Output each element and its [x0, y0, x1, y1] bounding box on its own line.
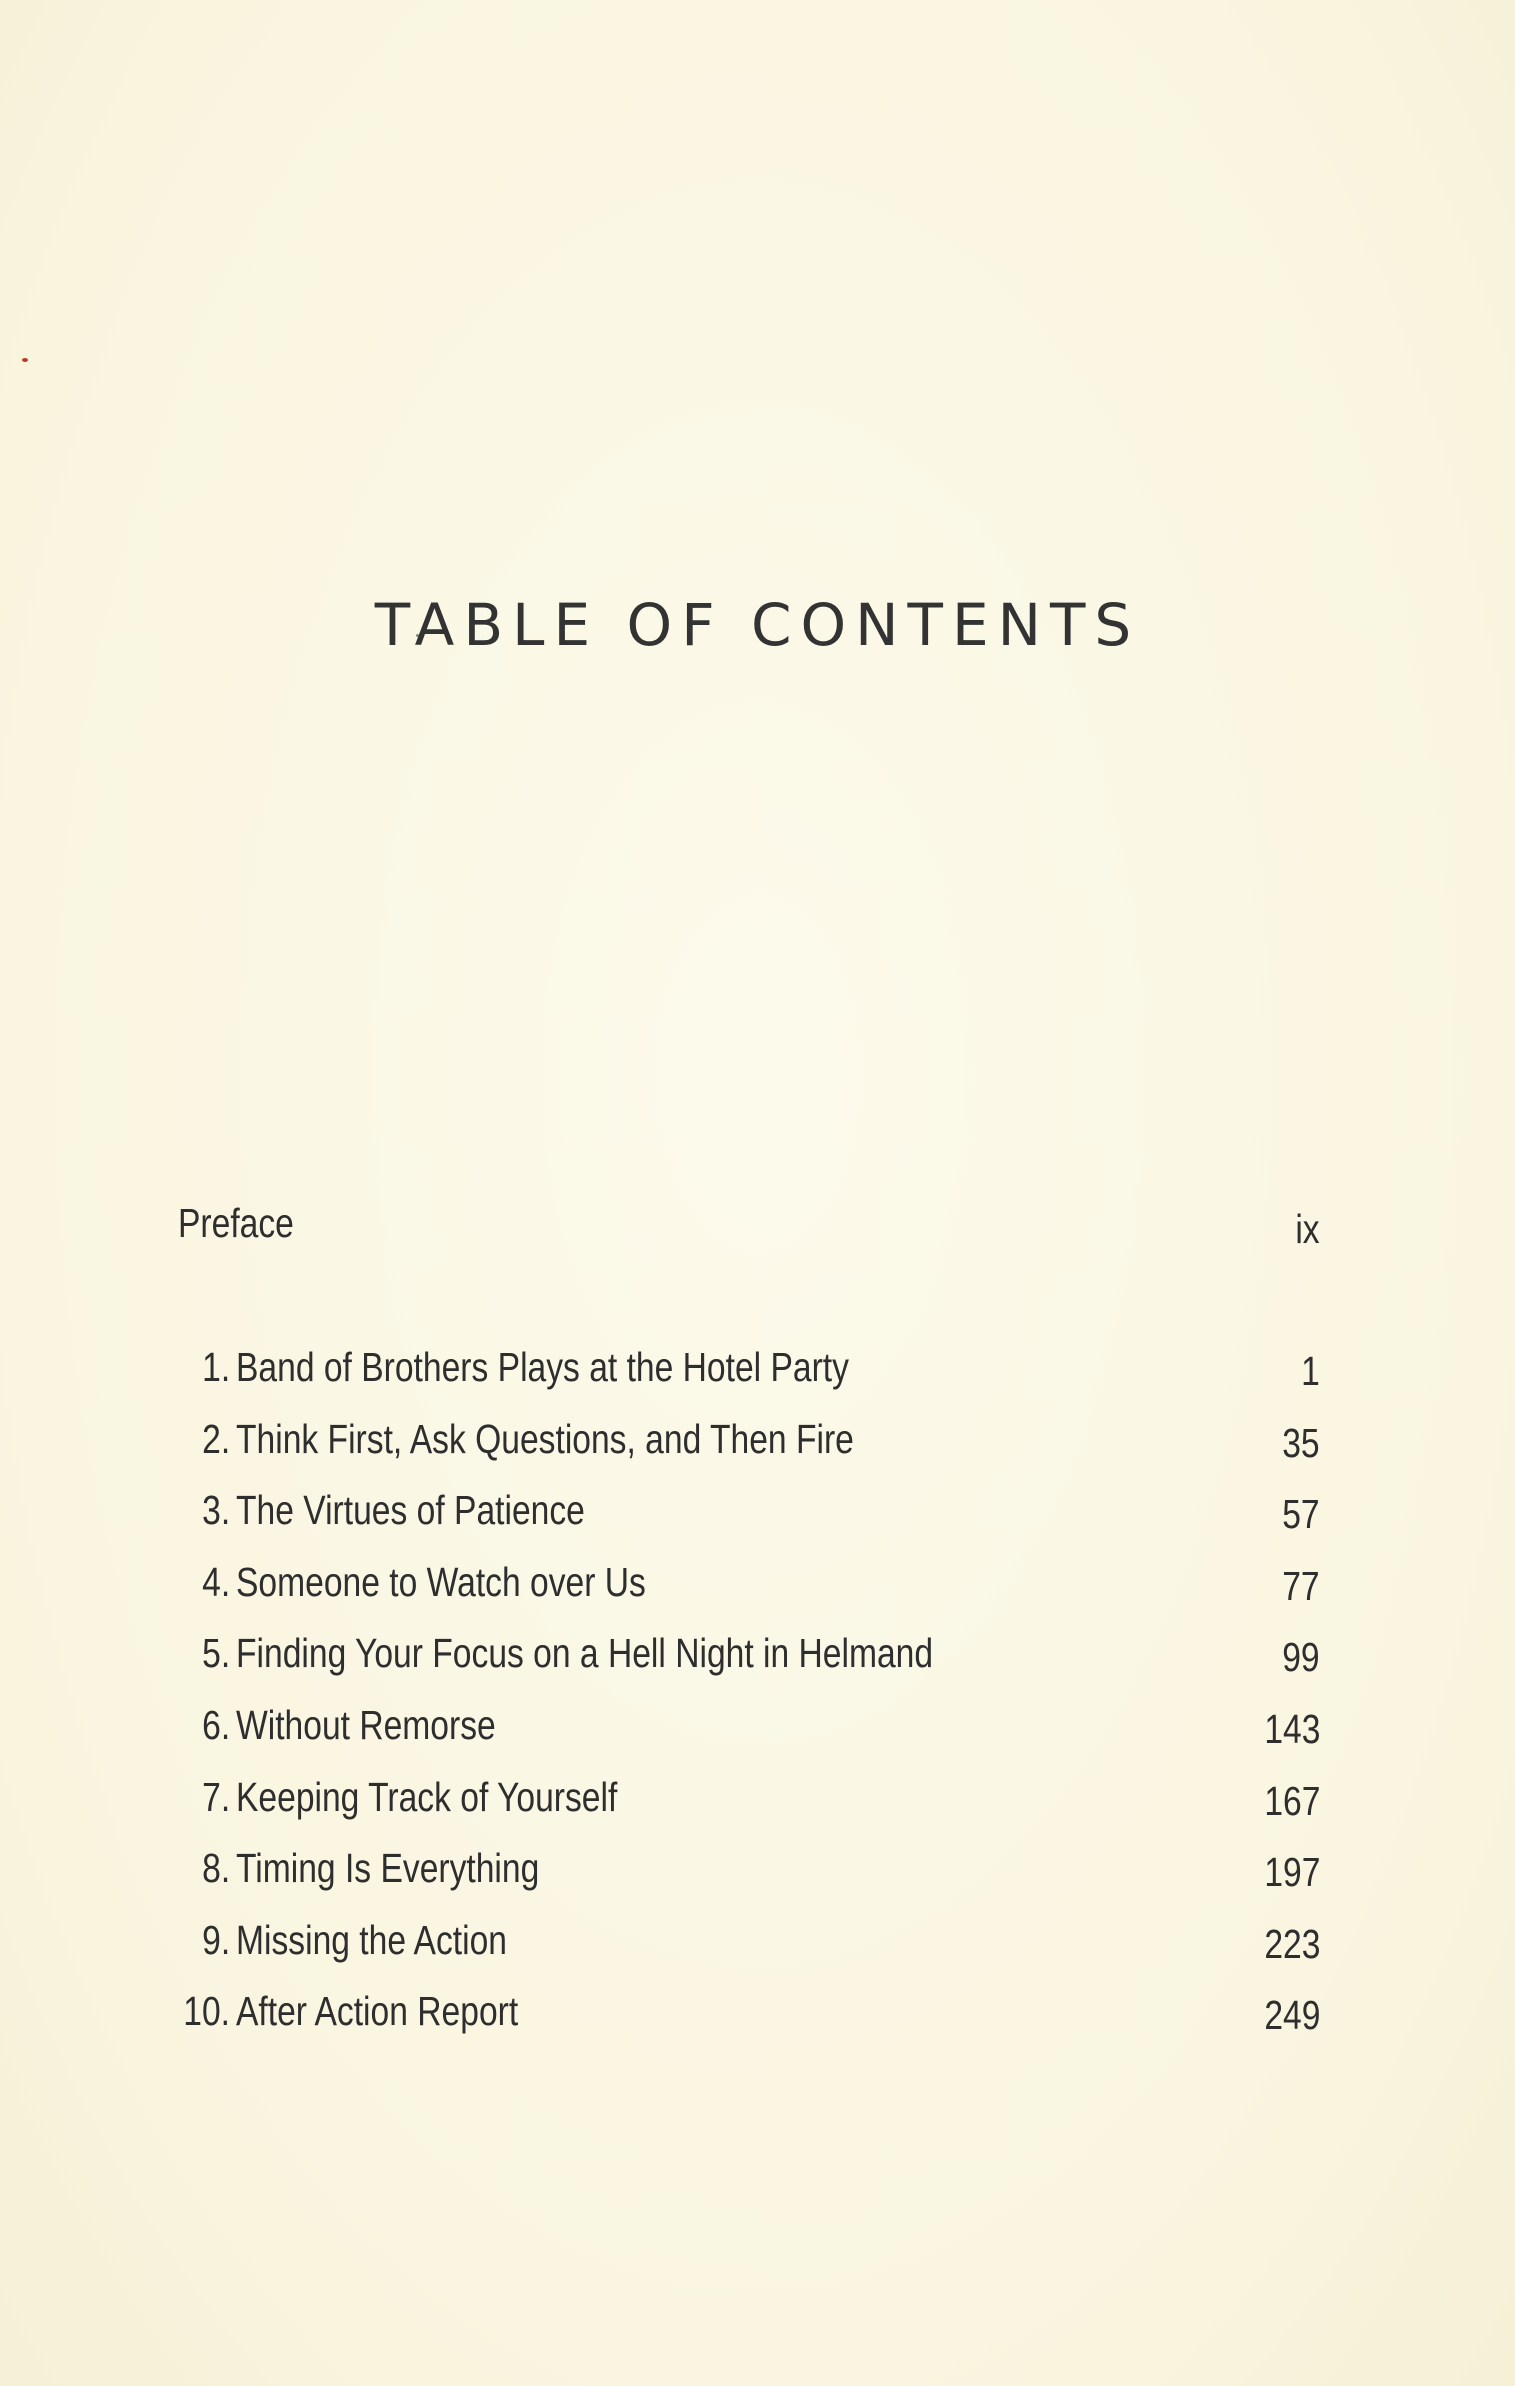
toc-entry[interactable]: [178, 1416, 1320, 1488]
page-title: TABLE OF CONTENTS: [374, 590, 1141, 659]
toc-chapter-list: [178, 1344, 1320, 2060]
toc-entry-page: 167: [1263, 1777, 1320, 1824]
toc-entry-page: 77: [1282, 1562, 1320, 1609]
toc-entry-number: 4.: [201, 1558, 230, 1605]
toc-entry-title: Without Remorse: [236, 1701, 496, 1748]
toc-entry-page: 99: [1282, 1634, 1320, 1681]
toc-entry-number: 9.: [201, 1916, 230, 1963]
toc-entry-title: Keeping Track of Yourself: [236, 1773, 618, 1820]
toc-entry[interactable]: [178, 1487, 1320, 1559]
toc-entry-title: The Virtues of Patience: [236, 1487, 585, 1534]
toc-entry[interactable]: [178, 1988, 1320, 2060]
toc-entry-page: 35: [1282, 1419, 1320, 1466]
toc-entry-number: 1.: [201, 1344, 230, 1390]
toc-entry-page: 223: [1263, 1920, 1320, 1967]
toc-entry-title: Band of Brothers Plays at the Hotel Party: [236, 1344, 849, 1390]
toc-entry-number: 6.: [201, 1701, 230, 1748]
toc-entry-number: 2.: [201, 1415, 230, 1462]
toc-entry-title: Timing Is Everything: [236, 1845, 540, 1892]
toc-entry-title: Someone to Watch over Us: [236, 1558, 646, 1605]
toc-entry[interactable]: [178, 1702, 1320, 1774]
toc-entry[interactable]: [178, 1344, 1320, 1416]
toc-entry[interactable]: [178, 1559, 1320, 1631]
toc-entry-page: 143: [1263, 1705, 1320, 1752]
toc-entry-page: 197: [1263, 1849, 1320, 1896]
toc-entry-number: 5.: [201, 1630, 230, 1677]
toc-entry[interactable]: [178, 1774, 1320, 1846]
paper-speck: [22, 358, 28, 362]
toc-entry-title: Think First, Ask Questions, and Then Fire: [236, 1415, 854, 1462]
toc-entry-page: 249: [1263, 1992, 1320, 2039]
toc-preface-label: Preface: [178, 1200, 294, 1246]
toc-entry-number: 3.: [201, 1487, 230, 1534]
toc-entry[interactable]: [178, 1917, 1320, 1989]
toc-entry[interactable]: [178, 1630, 1320, 1702]
toc-preface-entry[interactable]: [178, 1200, 1320, 1260]
toc-entry-title: Missing the Action: [236, 1916, 507, 1963]
toc-entry-number: 8.: [201, 1845, 230, 1892]
toc-entry[interactable]: [178, 1845, 1320, 1917]
toc-entry-number: 10.: [183, 1988, 230, 2035]
toc-preface-page: ix: [1295, 1206, 1320, 1252]
toc-entry-number: 7.: [201, 1773, 230, 1820]
toc-entry-title: After Action Report: [236, 1988, 519, 2035]
toc-entry-page: 57: [1282, 1491, 1320, 1538]
toc-entry-title: Finding Your Focus on a Hell Night in Helmand: [236, 1630, 934, 1677]
toc-entry-page: 1: [1301, 1348, 1320, 1394]
